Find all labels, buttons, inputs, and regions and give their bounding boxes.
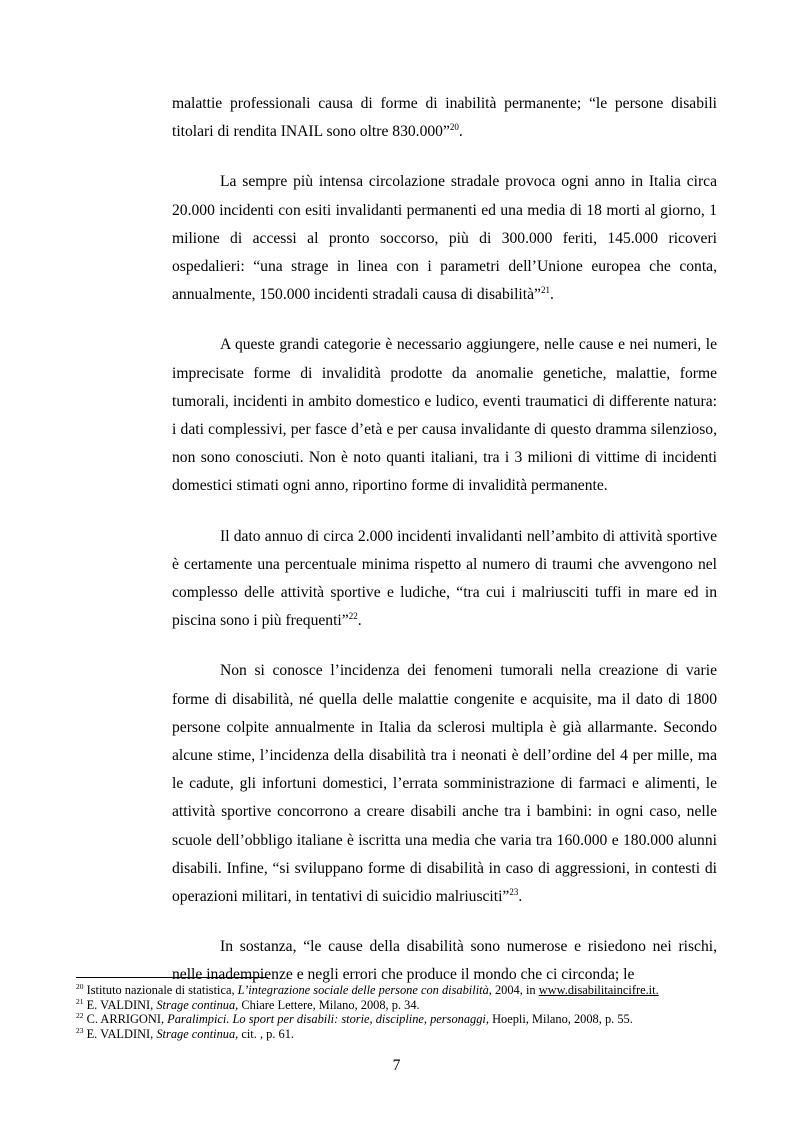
footnote-ref: 20 [449,122,459,133]
italic-title: Strage continua [156,1026,236,1041]
italic-title: Paralimpici. Lo sport per disabili: storie, discipline, personaggi, [167,1012,489,1027]
text-run: . [458,123,463,141]
footnote-ref: 21 [76,996,84,1006]
footnote-ref: 23 [76,1025,84,1035]
footnote-separator [76,977,268,978]
footnotes [76,983,726,1041]
italic-title: L’integrazione sociale delle persone con disabilità, [237,983,492,997]
footnote-21 [76,998,726,1013]
text-run: Istituto nazionale di statistica, [83,983,238,997]
footnote-ref: 22 [348,611,358,622]
footnote-23 [76,1027,726,1042]
text-run: , cit. , p. 61. [235,1026,295,1041]
paragraph-5 [172,657,717,911]
text-run: Il dato annuo di circa 2.000 incidenti invalidanti nell’ambito di attività sportive è certamente una percentuale minima rispetto al numero di traumi che avvengono nel complesso delle attività sportive e ludiche, “tra cui i malriusciti tuffi in mare ed in piscina sono i più frequenti” [172,527,717,630]
text-run: C. ARRIGONI, [83,1012,168,1027]
paragraph-1 [172,90,717,146]
text-run: Non si conosce l’incidenza dei fenomeni tumorali nella creazione di varie forme di disabilità, né quella delle malattie congenite e acquisite, ma il dato di 1800 persone colpite annualmente in Italia da sclerosi multipla è già allarmante. Secondo alcune stime, l’incidenza della disabilità tra i neonati è dell’ordine del 4 per mille, ma le cadute, gli infortuni domestici, l’errata somministrazione di farmaci e alimenti, le attività sportive concorrono a creare disabili anche tra i bambini: in ogni caso, nelle scuole dell’obbligo italiane è iscritta una media che varia tra 160.000 e 180.000 alunni disabili. Infine, “si sviluppano forme di disabilità in caso di aggressioni, in contesti di operazioni militari, in tentativi di suicidio malriusciti” [172,662,717,906]
web-link[interactable]: www.disabilitaincifre.it. [538,983,659,997]
text-run: . [518,888,523,906]
footnote-ref: 21 [540,285,550,296]
text-run: E. VALDINI, [83,997,157,1012]
text-run: 2004, in [491,983,539,997]
footnote-ref: 22 [76,1011,84,1021]
body-text [172,90,717,1012]
paragraph-6 [172,933,717,989]
paragraph-4 [172,523,717,636]
text-run: A queste grandi categorie è necessario aggiungere, nelle cause e nei numeri, le imprecisate forme di invalidità prodotte da anomalie genetiche, malattie, forme tumorali, incidenti in ambito domestico e ludico, eventi traumatici di differente natura: i dati complessivi, per fasce d’età e per causa invalidante di questo dramma silenzioso, non sono conosciuti. Non è noto quanti italiani, tra i 3 milioni di vittime di incidenti domestici stimati ogni anno, riportino forme di invalidità permanente. [172,336,717,495]
paragraph-3 [172,331,717,500]
footnote-ref: 20 [76,981,84,991]
text-run: . [357,612,362,630]
italic-title: Strage continua, [156,997,239,1012]
text-run: Hoepli, Milano, 2008, p. 55. [488,1012,633,1027]
footnote-ref: 23 [509,886,519,897]
footnote-20 [76,983,726,998]
text-run: . [549,286,554,304]
text-run: La sempre più intensa circolazione stradale provoca ogni anno in Italia circa 20.000 incidenti con esiti invalidanti permanenti ed una media di 18 morti al giorno, 1 milione di accessi al pronto soccorso, più di 300.000 feriti, 145.000 ricoveri ospedalieri: “una strage in linea con i parametri dell’Unione europea che conta, annualmente, 150.000 incidenti stradali causa di disabilità” [172,173,717,304]
text-run: In sostanza, “le cause della disabilità sono numerose e risiedono nei rischi, nelle inadempienze e negli errori che produce il mondo che ci circonda; le [172,938,717,984]
footnote-22 [76,1012,726,1027]
text-run: malattie professionali causa di forme di inabilità permanente; “le persone disabili titolari di rendita INAIL sono oltre 830.000” [172,95,717,141]
page-number: 7 [392,1057,401,1074]
text-run: Chiare Lettere, Milano, 2008, p. 34. [238,997,420,1012]
paragraph-2 [172,168,717,309]
text-run: E. VALDINI, [83,1026,157,1041]
